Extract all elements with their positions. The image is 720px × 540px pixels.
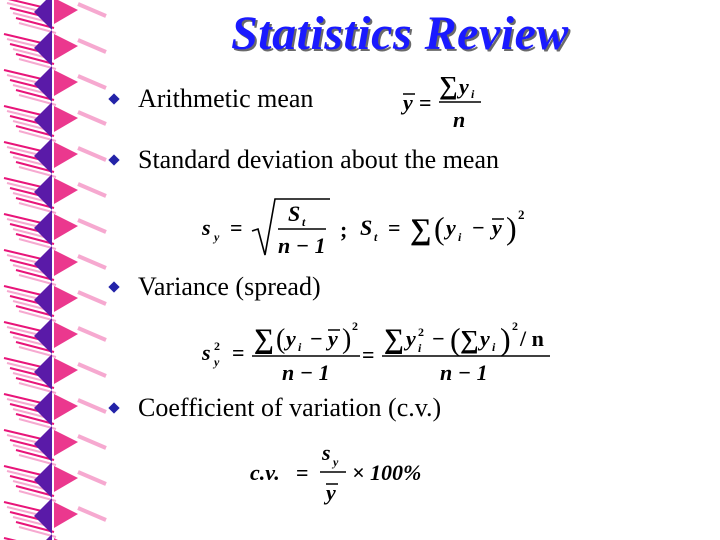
eq-st-lhs-sub: t <box>374 230 378 244</box>
cv-equation <box>248 438 448 510</box>
variance-equation <box>200 318 560 386</box>
ribbon-streak <box>78 184 106 196</box>
ribbon-streak <box>78 76 106 88</box>
eq-sd-num-sub: t <box>302 215 306 229</box>
eq-st-equals: = <box>388 215 401 240</box>
ribbon-triangle <box>54 286 78 312</box>
eq-var-num2-sup: 2 <box>418 325 424 339</box>
decorative-ribbon <box>0 0 110 540</box>
bullet-text: Arithmetic mean <box>138 84 314 113</box>
slide-title: Statistics Review <box>231 7 569 60</box>
eq-sd-equals: = <box>230 215 243 240</box>
bullet-text: Coefficient of variation (c.v.) <box>138 393 442 422</box>
ribbon-streak <box>78 40 106 52</box>
eq-sd-lhs: s <box>202 215 211 240</box>
eq-sd-num: S <box>288 201 301 226</box>
eq-var-num2-sub2: i <box>492 340 496 354</box>
eq-st-lhs: S <box>360 215 373 240</box>
eq-mean-den: n <box>453 107 466 132</box>
eq-var-num2-y: y <box>406 326 416 351</box>
ribbon-streak <box>78 328 106 340</box>
eq-cv-num: s <box>322 440 331 465</box>
ribbon-triangle <box>54 178 78 204</box>
ribbon-triangle <box>54 358 78 384</box>
ribbon-streak <box>78 148 106 160</box>
bullet-diamond-icon <box>108 281 119 292</box>
sigma-icon: ∑ <box>254 324 274 355</box>
eq-cv-num-sub: y <box>333 455 339 469</box>
eq-var-num1-sub: i <box>298 340 302 354</box>
ribbon-streak <box>78 112 106 124</box>
sigma-icon: ∑ <box>410 213 432 246</box>
eq-st-paren-close: ) <box>506 210 517 246</box>
eq-sd-den: n − 1 <box>278 233 326 258</box>
bullet-text: Variance (spread) <box>138 272 321 301</box>
bullet-variance <box>110 272 321 302</box>
eq-st-paren-open: ( <box>434 210 445 246</box>
stdev-equation <box>200 195 540 263</box>
bullet-text: Standard deviation about the mean <box>138 145 500 174</box>
ribbon-triangle <box>54 250 78 276</box>
bullet-diamond-icon <box>108 402 119 413</box>
ribbon-triangle <box>54 466 78 492</box>
ribbon-triangle <box>54 322 78 348</box>
eq-sd-separator: ; <box>340 217 348 242</box>
eq-var-num1-square: 2 <box>352 319 358 333</box>
eq-var-num1-ybar: y <box>328 326 338 351</box>
eq-var-num1-paren-close: ) <box>342 324 352 355</box>
eq-st-yi: y <box>446 215 456 240</box>
bullet-diamond-icon <box>108 154 119 165</box>
eq-var-num1-paren-open: ( <box>276 324 286 355</box>
eq-var-num2-div: / n <box>520 326 544 351</box>
ribbon-triangle <box>54 142 78 168</box>
ribbon-triangle <box>54 430 78 456</box>
eq-var-lhs-sup: 2 <box>214 339 220 353</box>
eq-var-num2-minus: − <box>432 326 445 351</box>
eq-sd-lhs-sub: y <box>214 230 220 244</box>
eq-st-ybar: y <box>492 215 502 240</box>
bullet-diamond-icon <box>108 93 119 104</box>
ribbon-streak <box>78 508 106 520</box>
eq-st-square: 2 <box>518 207 525 222</box>
eq-var-num2-paren-open: ( <box>450 321 461 357</box>
sigma-icon: ∑ <box>460 325 479 354</box>
ribbon-streak <box>78 364 106 376</box>
ribbon-triangle <box>54 34 78 60</box>
ribbon-streak <box>78 472 106 484</box>
sigma-icon: ∑ <box>384 324 404 355</box>
eq-cv-lhs: c.v. <box>250 460 280 485</box>
ribbon-triangle <box>54 0 78 24</box>
eq-var-den1: n − 1 <box>282 360 330 385</box>
mean-equation <box>395 70 495 134</box>
eq-cv-equals: = <box>296 460 309 485</box>
ribbon-streak <box>78 220 106 232</box>
eq-mean-num: y <box>459 74 469 99</box>
bullet-standard-deviation <box>110 145 499 175</box>
eq-var-num2-square: 2 <box>512 319 518 333</box>
eq-var-num2-sub: i <box>418 341 422 355</box>
bullet-arithmetic-mean <box>110 84 313 114</box>
ribbon-streak <box>78 400 106 412</box>
eq-cv-times: × 100% <box>352 460 422 485</box>
ribbon-streak <box>78 436 106 448</box>
eq-var-num1-y: y <box>286 326 296 351</box>
eq-var-num2-paren-close: ) <box>500 321 511 357</box>
bullet-coefficient-of-variation <box>110 393 441 423</box>
eq-mean-num-sub: i <box>471 87 475 101</box>
eq-var-lhs: s <box>202 340 211 365</box>
ribbon-streak <box>78 256 106 268</box>
ribbon-streak <box>78 4 106 16</box>
ribbon-triangle <box>54 106 78 132</box>
eq-mean-equals: = <box>419 90 432 115</box>
eq-var-num2-y2: y <box>480 326 490 351</box>
eq-cv-den: y <box>326 480 336 505</box>
ribbon-streak <box>78 292 106 304</box>
eq-st-yi-sub: i <box>458 230 462 244</box>
eq-var-lhs-sub: y <box>214 355 220 369</box>
ribbon-triangle <box>54 394 78 420</box>
sigma-icon: ∑ <box>439 71 458 100</box>
ribbon-triangle <box>54 214 78 240</box>
ribbon-triangle <box>54 70 78 96</box>
eq-mean-lhs: y <box>403 90 413 115</box>
ribbon-triangle <box>54 502 78 528</box>
eq-st-minus: − <box>472 215 485 240</box>
eq-var-den2: n − 1 <box>440 360 488 385</box>
eq-var-equals-2: = <box>362 342 375 367</box>
eq-var-num1-minus: − <box>310 326 323 351</box>
eq-var-equals-1: = <box>232 340 245 365</box>
